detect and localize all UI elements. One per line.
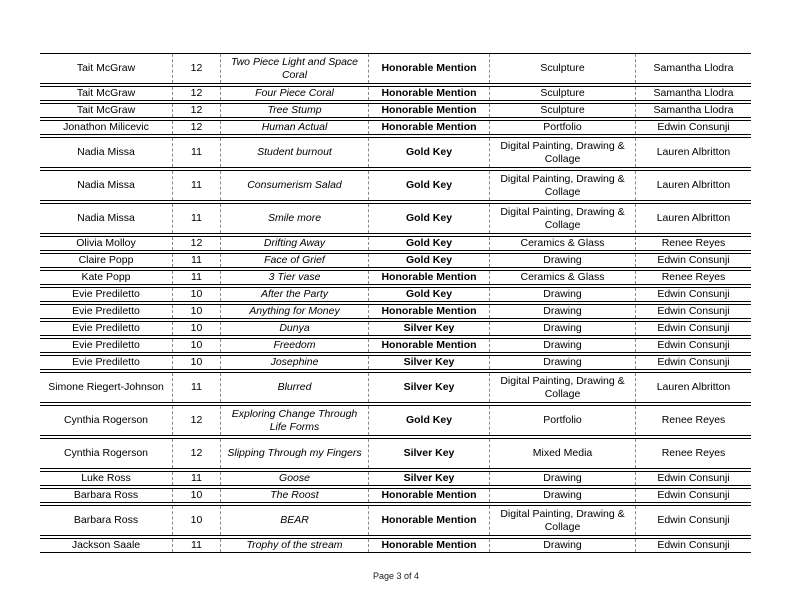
category-line: Mixed Media	[532, 447, 593, 459]
category-line: Collage	[544, 185, 581, 198]
title-line: The Roost	[270, 489, 319, 501]
grade: 10	[172, 356, 220, 369]
artwork-title	[220, 305, 368, 318]
award: Honorable Mention	[368, 339, 489, 352]
title-line: After the Party	[260, 288, 329, 300]
artwork-title	[220, 254, 368, 267]
artwork-title	[220, 121, 368, 134]
grade: 12	[172, 439, 220, 468]
student-name: Cynthia Rogerson	[63, 447, 149, 459]
title-line: Freedom	[273, 339, 316, 351]
grade: 11	[172, 271, 220, 284]
category-line: Drawing	[543, 472, 582, 484]
artwork-title	[220, 339, 368, 352]
category-line: Collage	[544, 218, 581, 231]
student-name: Barbara Ross	[73, 514, 139, 526]
category	[489, 254, 635, 267]
award: Gold Key	[368, 138, 489, 167]
category	[489, 104, 635, 117]
student-name: Kate Popp	[81, 271, 131, 283]
table-row	[40, 321, 751, 336]
table-row	[40, 372, 751, 403]
page-number: Page 3 of 4	[372, 571, 420, 581]
artwork-title	[220, 54, 368, 83]
category	[489, 489, 635, 502]
award: Gold Key	[368, 237, 489, 250]
award: Honorable Mention	[368, 54, 489, 83]
table-row	[40, 355, 751, 370]
artwork-title	[220, 237, 368, 250]
grade: 12	[172, 104, 220, 117]
artwork-title	[220, 439, 368, 468]
title-line: Anything for Money	[249, 305, 340, 317]
title-line: 3 Tier vase	[268, 271, 321, 283]
award: Honorable Mention	[368, 271, 489, 284]
table-row	[40, 304, 751, 319]
award: Silver Key	[368, 439, 489, 468]
title-line: Two Piece Light and Space	[230, 55, 359, 68]
table-row	[40, 287, 751, 302]
category-line: Drawing	[543, 539, 582, 551]
teacher: Samantha Llodra	[635, 54, 751, 83]
title-line: Exploring Change Through	[231, 407, 358, 420]
category-line: Digital Painting, Drawing &	[500, 139, 625, 152]
category	[489, 305, 635, 318]
grade: 10	[172, 339, 220, 352]
title-line: Drifting Away	[263, 237, 326, 249]
grade: 12	[172, 406, 220, 435]
category-line: Drawing	[543, 356, 582, 368]
category-line: Digital Painting, Drawing &	[500, 205, 625, 218]
table-row	[40, 338, 751, 353]
teacher: Lauren Albritton	[635, 171, 751, 200]
grade: 11	[172, 539, 220, 552]
category-line: Digital Painting, Drawing &	[500, 507, 625, 520]
award: Silver Key	[368, 356, 489, 369]
grade: 12	[172, 54, 220, 83]
student-name: Nadia Missa	[77, 212, 135, 224]
teacher: Edwin Consunji	[635, 356, 751, 369]
category-line: Sculpture	[540, 62, 585, 74]
artwork-title	[220, 104, 368, 117]
student-name: Jonathon Milicevic	[63, 121, 149, 133]
table-row	[40, 253, 751, 268]
title-line: Josephine	[270, 356, 319, 368]
category	[489, 472, 635, 485]
category-line: Drawing	[543, 288, 582, 300]
title-line: Goose	[279, 472, 310, 484]
category-line: Ceramics & Glass	[520, 271, 605, 283]
teacher: Edwin Consunji	[635, 322, 751, 335]
category-line: Collage	[544, 387, 581, 400]
table-row	[40, 471, 751, 486]
student-name: Tait McGraw	[76, 62, 136, 74]
category-line: Sculpture	[540, 104, 585, 116]
table-row	[40, 137, 751, 168]
category-line: Ceramics & Glass	[520, 237, 605, 249]
title-line: Blurred	[277, 381, 312, 393]
category	[489, 138, 635, 167]
artwork-title	[220, 204, 368, 233]
category	[489, 439, 635, 468]
artwork-title	[220, 356, 368, 369]
table-row	[40, 488, 751, 503]
title-line: Human Actual	[261, 121, 328, 133]
teacher: Edwin Consunji	[635, 539, 751, 552]
category-line: Drawing	[543, 489, 582, 501]
table-row	[40, 438, 751, 469]
student-name: Olivia Molloy	[76, 237, 136, 249]
category-line: Digital Painting, Drawing &	[500, 374, 625, 387]
award: Silver Key	[368, 373, 489, 402]
teacher: Edwin Consunji	[635, 489, 751, 502]
award: Honorable Mention	[368, 506, 489, 535]
category	[489, 322, 635, 335]
award: Gold Key	[368, 171, 489, 200]
grade: 12	[172, 237, 220, 250]
category	[489, 171, 635, 200]
table-row	[40, 538, 751, 553]
award: Silver Key	[368, 322, 489, 335]
teacher: Lauren Albritton	[635, 138, 751, 167]
table-row	[40, 270, 751, 285]
title-line: Face of Grief	[264, 254, 325, 266]
artwork-title	[220, 288, 368, 301]
teacher: Edwin Consunji	[635, 305, 751, 318]
title-line: Slipping Through my Fingers	[227, 447, 362, 459]
category	[489, 339, 635, 352]
teacher: Lauren Albritton	[635, 373, 751, 402]
grade: 10	[172, 506, 220, 535]
award: Gold Key	[368, 288, 489, 301]
teacher: Samantha Llodra	[635, 104, 751, 117]
grade: 11	[172, 204, 220, 233]
title-line: Student burnout	[257, 146, 332, 158]
awards-table	[40, 53, 751, 553]
student-name: Claire Popp	[78, 254, 134, 266]
title-line: Smile more	[267, 212, 322, 224]
title-line: Consumerism Salad	[247, 179, 342, 191]
student-name: Jackson Saale	[71, 539, 141, 551]
artwork-title	[220, 472, 368, 485]
title-line: Tree Stump	[267, 104, 322, 116]
title-line: Coral	[281, 68, 308, 81]
category	[489, 288, 635, 301]
category	[489, 204, 635, 233]
teacher: Edwin Consunji	[635, 254, 751, 267]
teacher: Edwin Consunji	[635, 472, 751, 485]
table-row	[40, 103, 751, 118]
teacher: Edwin Consunji	[635, 288, 751, 301]
teacher: Edwin Consunji	[635, 121, 751, 134]
student-name: Nadia Missa	[77, 146, 135, 158]
table-row	[40, 86, 751, 101]
category	[489, 539, 635, 552]
category-line: Drawing	[543, 339, 582, 351]
category	[489, 121, 635, 134]
category	[489, 406, 635, 435]
grade: 11	[172, 138, 220, 167]
category	[489, 87, 635, 100]
grade: 11	[172, 373, 220, 402]
student-name: Barbara Ross	[73, 489, 139, 501]
category	[489, 237, 635, 250]
grade: 11	[172, 472, 220, 485]
title-line: BEAR	[280, 514, 309, 526]
category-line: Collage	[544, 152, 581, 165]
award: Gold Key	[368, 254, 489, 267]
student-name: Evie Prediletto	[72, 305, 140, 317]
award: Honorable Mention	[368, 104, 489, 117]
table-row	[40, 170, 751, 201]
artwork-title	[220, 406, 368, 435]
award: Gold Key	[368, 406, 489, 435]
award: Honorable Mention	[368, 305, 489, 318]
table-row	[40, 505, 751, 536]
teacher: Renee Reyes	[635, 271, 751, 284]
award: Honorable Mention	[368, 87, 489, 100]
category-line: Portfolio	[543, 121, 582, 133]
category	[489, 373, 635, 402]
artwork-title	[220, 138, 368, 167]
category-line: Portfolio	[543, 414, 582, 426]
category-line: Drawing	[543, 322, 582, 334]
student-name: Tait McGraw	[76, 87, 136, 99]
student-name: Simone Riegert-Johnson	[48, 381, 164, 393]
teacher: Edwin Consunji	[635, 506, 751, 535]
artwork-title	[220, 506, 368, 535]
table-row	[40, 405, 751, 436]
category-line: Digital Painting, Drawing &	[500, 172, 625, 185]
student-name: Cynthia Rogerson	[63, 414, 149, 426]
table-row	[40, 203, 751, 234]
artwork-title	[220, 373, 368, 402]
grade: 10	[172, 489, 220, 502]
category	[489, 54, 635, 83]
title-line: Trophy of the stream	[246, 539, 343, 551]
artwork-title	[220, 322, 368, 335]
grade: 11	[172, 254, 220, 267]
teacher: Renee Reyes	[635, 237, 751, 250]
grade: 12	[172, 121, 220, 134]
student-name: Evie Prediletto	[72, 356, 140, 368]
title-line: Dunya	[279, 322, 310, 334]
artwork-title	[220, 489, 368, 502]
teacher: Renee Reyes	[635, 406, 751, 435]
award: Gold Key	[368, 204, 489, 233]
teacher: Renee Reyes	[635, 439, 751, 468]
student-name: Luke Ross	[81, 472, 131, 484]
award: Honorable Mention	[368, 539, 489, 552]
category-line: Drawing	[543, 305, 582, 317]
category-line: Collage	[544, 520, 581, 533]
teacher: Edwin Consunji	[635, 339, 751, 352]
table-row	[40, 53, 751, 84]
category	[489, 271, 635, 284]
artwork-title	[220, 87, 368, 100]
artwork-title	[220, 539, 368, 552]
title-line: Four Piece Coral	[255, 87, 334, 99]
category-line: Drawing	[543, 254, 582, 266]
student-name: Tait McGraw	[76, 104, 136, 116]
grade: 11	[172, 171, 220, 200]
teacher: Lauren Albritton	[635, 204, 751, 233]
category	[489, 506, 635, 535]
artwork-title	[220, 171, 368, 200]
student-name: Evie Prediletto	[72, 322, 140, 334]
award: Honorable Mention	[368, 489, 489, 502]
teacher: Samantha Llodra	[635, 87, 751, 100]
artwork-title	[220, 271, 368, 284]
table-row	[40, 120, 751, 135]
grade: 10	[172, 288, 220, 301]
category	[489, 356, 635, 369]
table-row	[40, 236, 751, 251]
award: Silver Key	[368, 472, 489, 485]
student-name: Nadia Missa	[77, 179, 135, 191]
student-name: Evie Prediletto	[72, 288, 140, 300]
category-line: Sculpture	[540, 87, 585, 99]
grade: 10	[172, 305, 220, 318]
grade: 10	[172, 322, 220, 335]
student-name: Evie Prediletto	[72, 339, 140, 351]
award: Honorable Mention	[368, 121, 489, 134]
grade: 12	[172, 87, 220, 100]
title-line: Life Forms	[269, 420, 320, 433]
